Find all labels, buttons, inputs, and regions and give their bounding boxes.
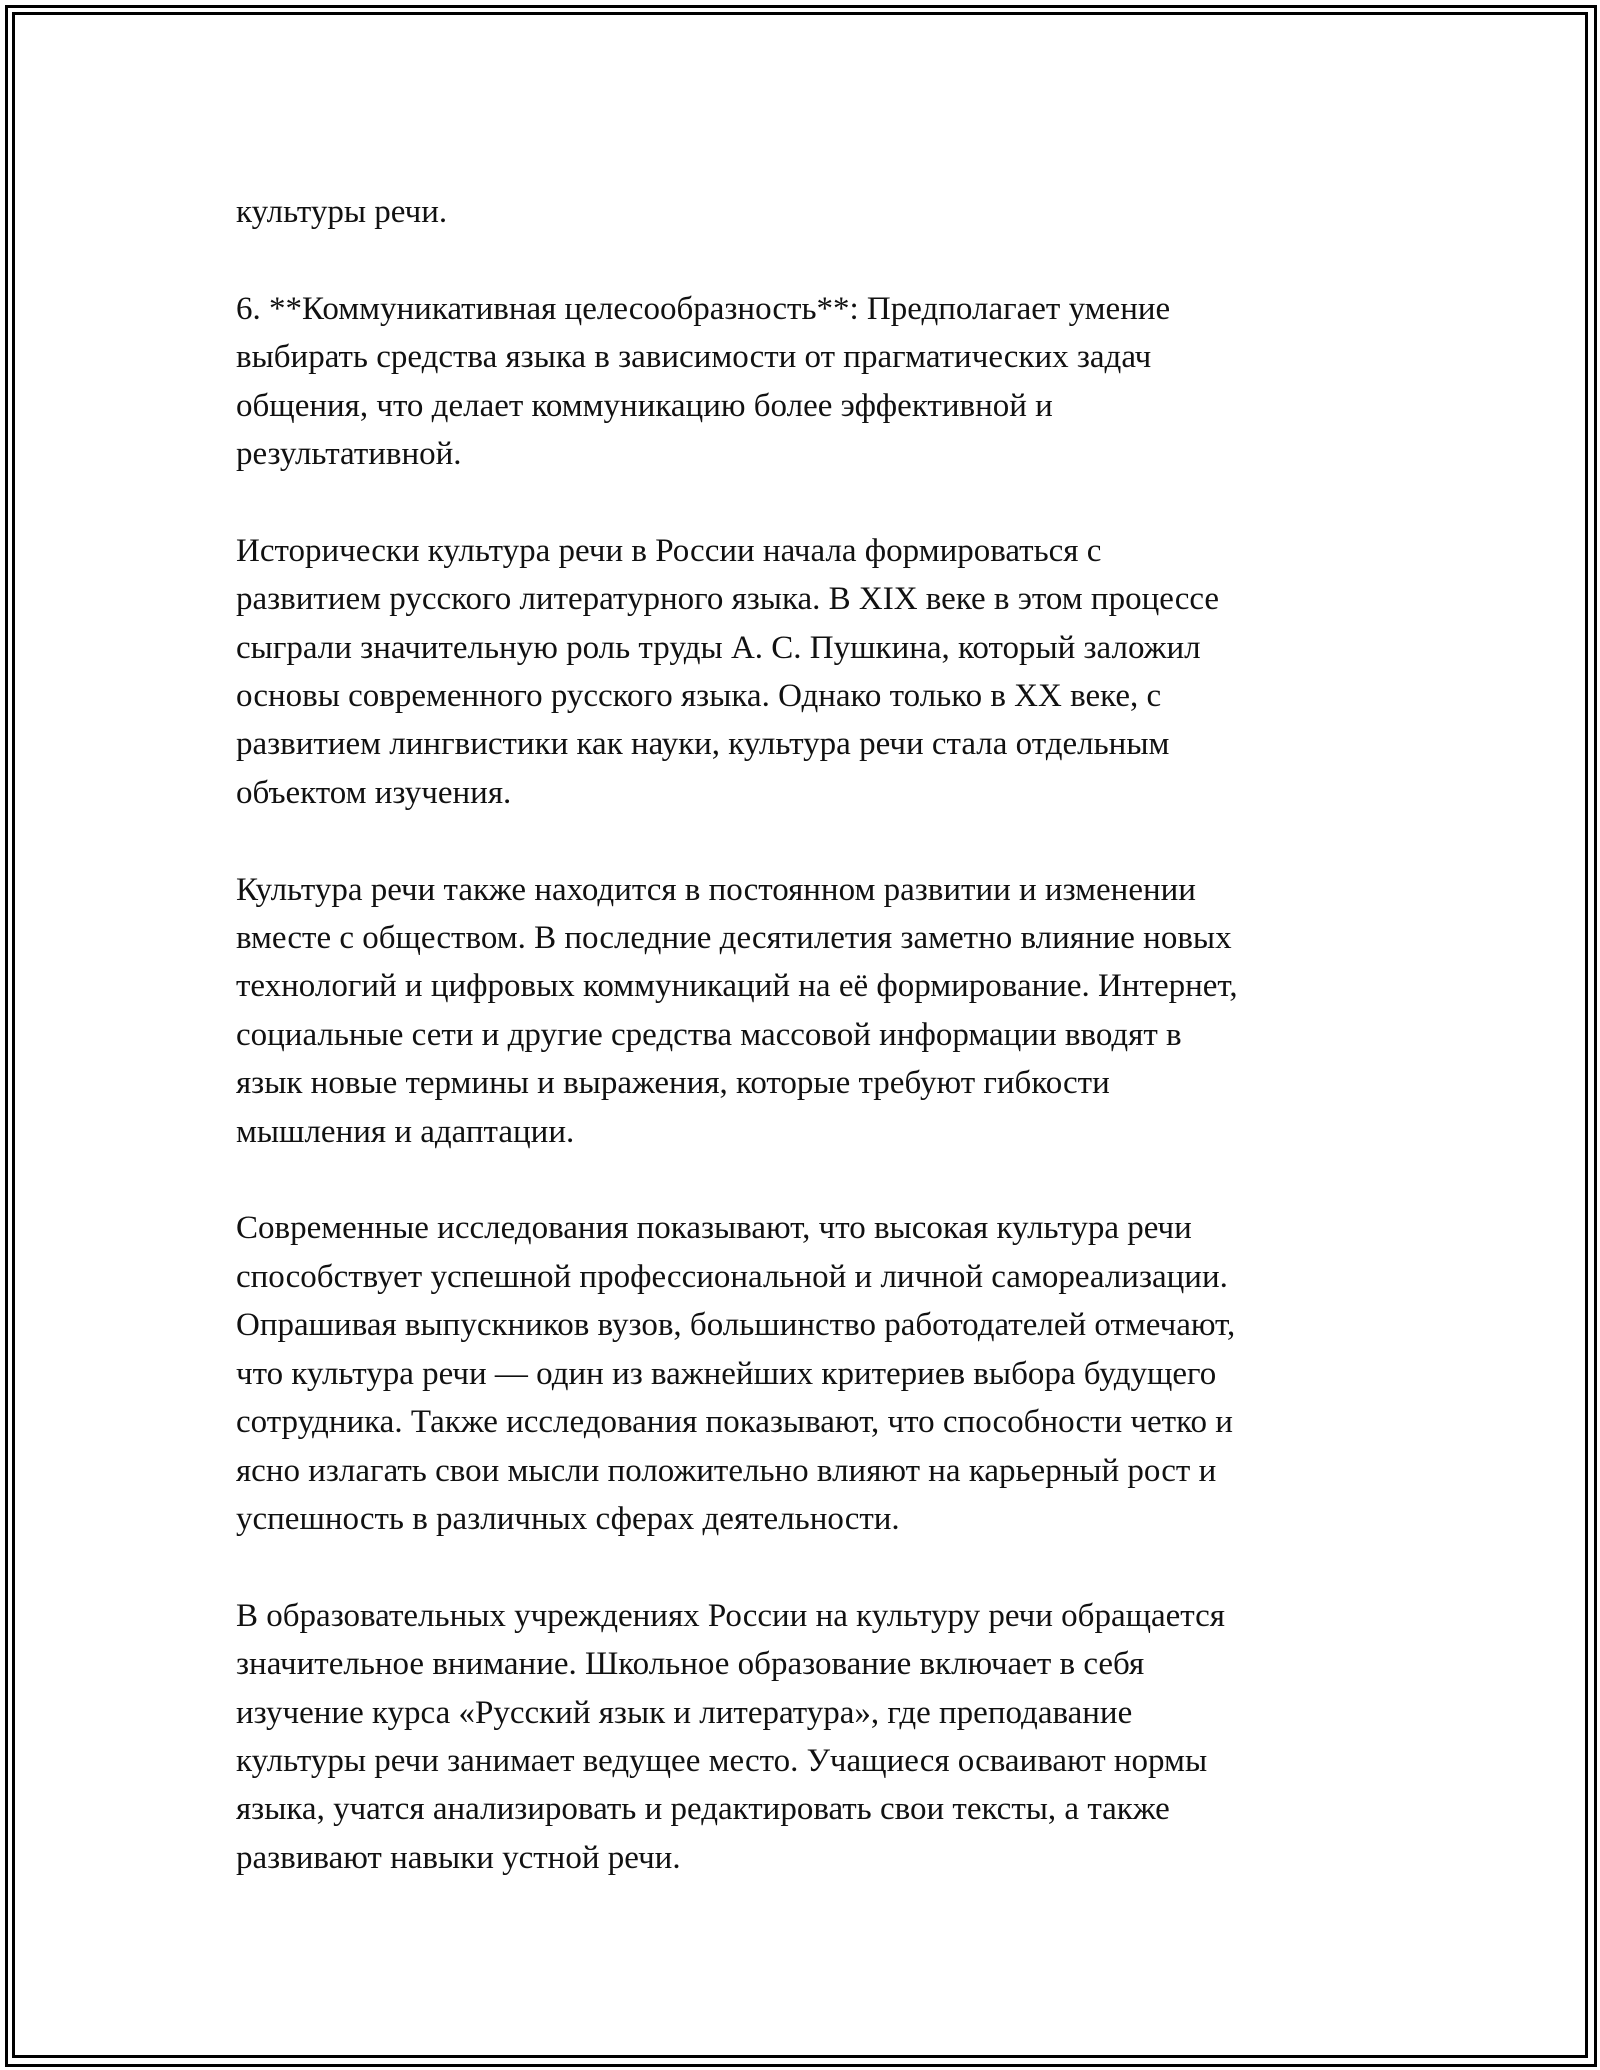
text-line: 6. **Коммуникативная целесообразность**: Предполагает умение xyxy=(236,290,1171,327)
paragraph xyxy=(236,866,1396,1156)
paragraph xyxy=(236,1204,1396,1543)
text-line: Культура речи также находится в постоянном развитии и изменении xyxy=(236,871,1196,908)
paragraph xyxy=(236,188,1396,236)
text-line: выбирать средства языка в зависимости от прагматических задач xyxy=(236,339,1152,376)
paragraph xyxy=(236,285,1396,479)
text-line: языка, учатся анализировать и редактировать свои тексты, а также xyxy=(236,1791,1170,1828)
paragraph xyxy=(236,527,1396,817)
text-line: ясно излагать свои мысли положительно влияют на карьерный рост и xyxy=(236,1452,1217,1489)
text-line: развитием лингвистики как науки, культура речи стала отдельным xyxy=(236,726,1170,763)
text-line: В образовательных учреждениях России на культуру речи обращается xyxy=(236,1597,1225,1634)
text-line: развивают навыки устной речи. xyxy=(236,1839,681,1876)
text-line: культуры речи. xyxy=(236,194,448,230)
text-line: культуры речи занимает ведущее место. Учащиеся осваивают нормы xyxy=(236,1742,1208,1779)
text-line: развитием русского литературного языка. В XIX веке в этом процессе xyxy=(236,581,1220,618)
text-line: технологий и цифровых коммуникаций на её формирование. Интернет, xyxy=(236,968,1238,1005)
text-line: способствует успешной профессиональной и личной самореализации. xyxy=(236,1258,1228,1295)
text-line: результативной. xyxy=(236,436,462,473)
text-line: сотрудника. Также исследования показывают, что способности четко и xyxy=(236,1404,1233,1441)
paragraph xyxy=(236,1592,1396,1882)
text-line: успешность в различных сферах деятельности. xyxy=(236,1500,900,1537)
text-line: Опрашивая выпускников вузов, большинство работодателей отмечают, xyxy=(236,1307,1236,1344)
document-body xyxy=(236,188,1396,1882)
text-line: сыграли значительную роль труды А. С. Пушкина, который заложил xyxy=(236,629,1201,666)
text-line: мышления и адаптации. xyxy=(236,1113,575,1150)
text-line: язык новые термины и выражения, которые требуют гибкости xyxy=(236,1065,1110,1102)
text-line: Исторически культура речи в России начала формироваться с xyxy=(236,532,1102,569)
text-line: вместе с обществом. В последние десятилетия заметно влияние новых xyxy=(236,920,1232,957)
text-line: объектом изучения. xyxy=(236,774,512,811)
text-line: значительное внимание. Школьное образование включает в себя xyxy=(236,1646,1145,1683)
text-line: основы современного русского языка. Однако только в XX веке, с xyxy=(236,678,1162,715)
text-line: что культура речи — один из важнейших критериев выбора будущего xyxy=(236,1355,1217,1392)
text-line: социальные сети и другие средства массовой информации вводят в xyxy=(236,1016,1182,1053)
text-line: общения, что делает коммуникацию более эффективной и xyxy=(236,387,1053,424)
text-line: Современные исследования показывают, что высокая культура речи xyxy=(236,1210,1192,1247)
text-line: изучение курса «Русский язык и литература», где преподавание xyxy=(236,1694,1133,1731)
